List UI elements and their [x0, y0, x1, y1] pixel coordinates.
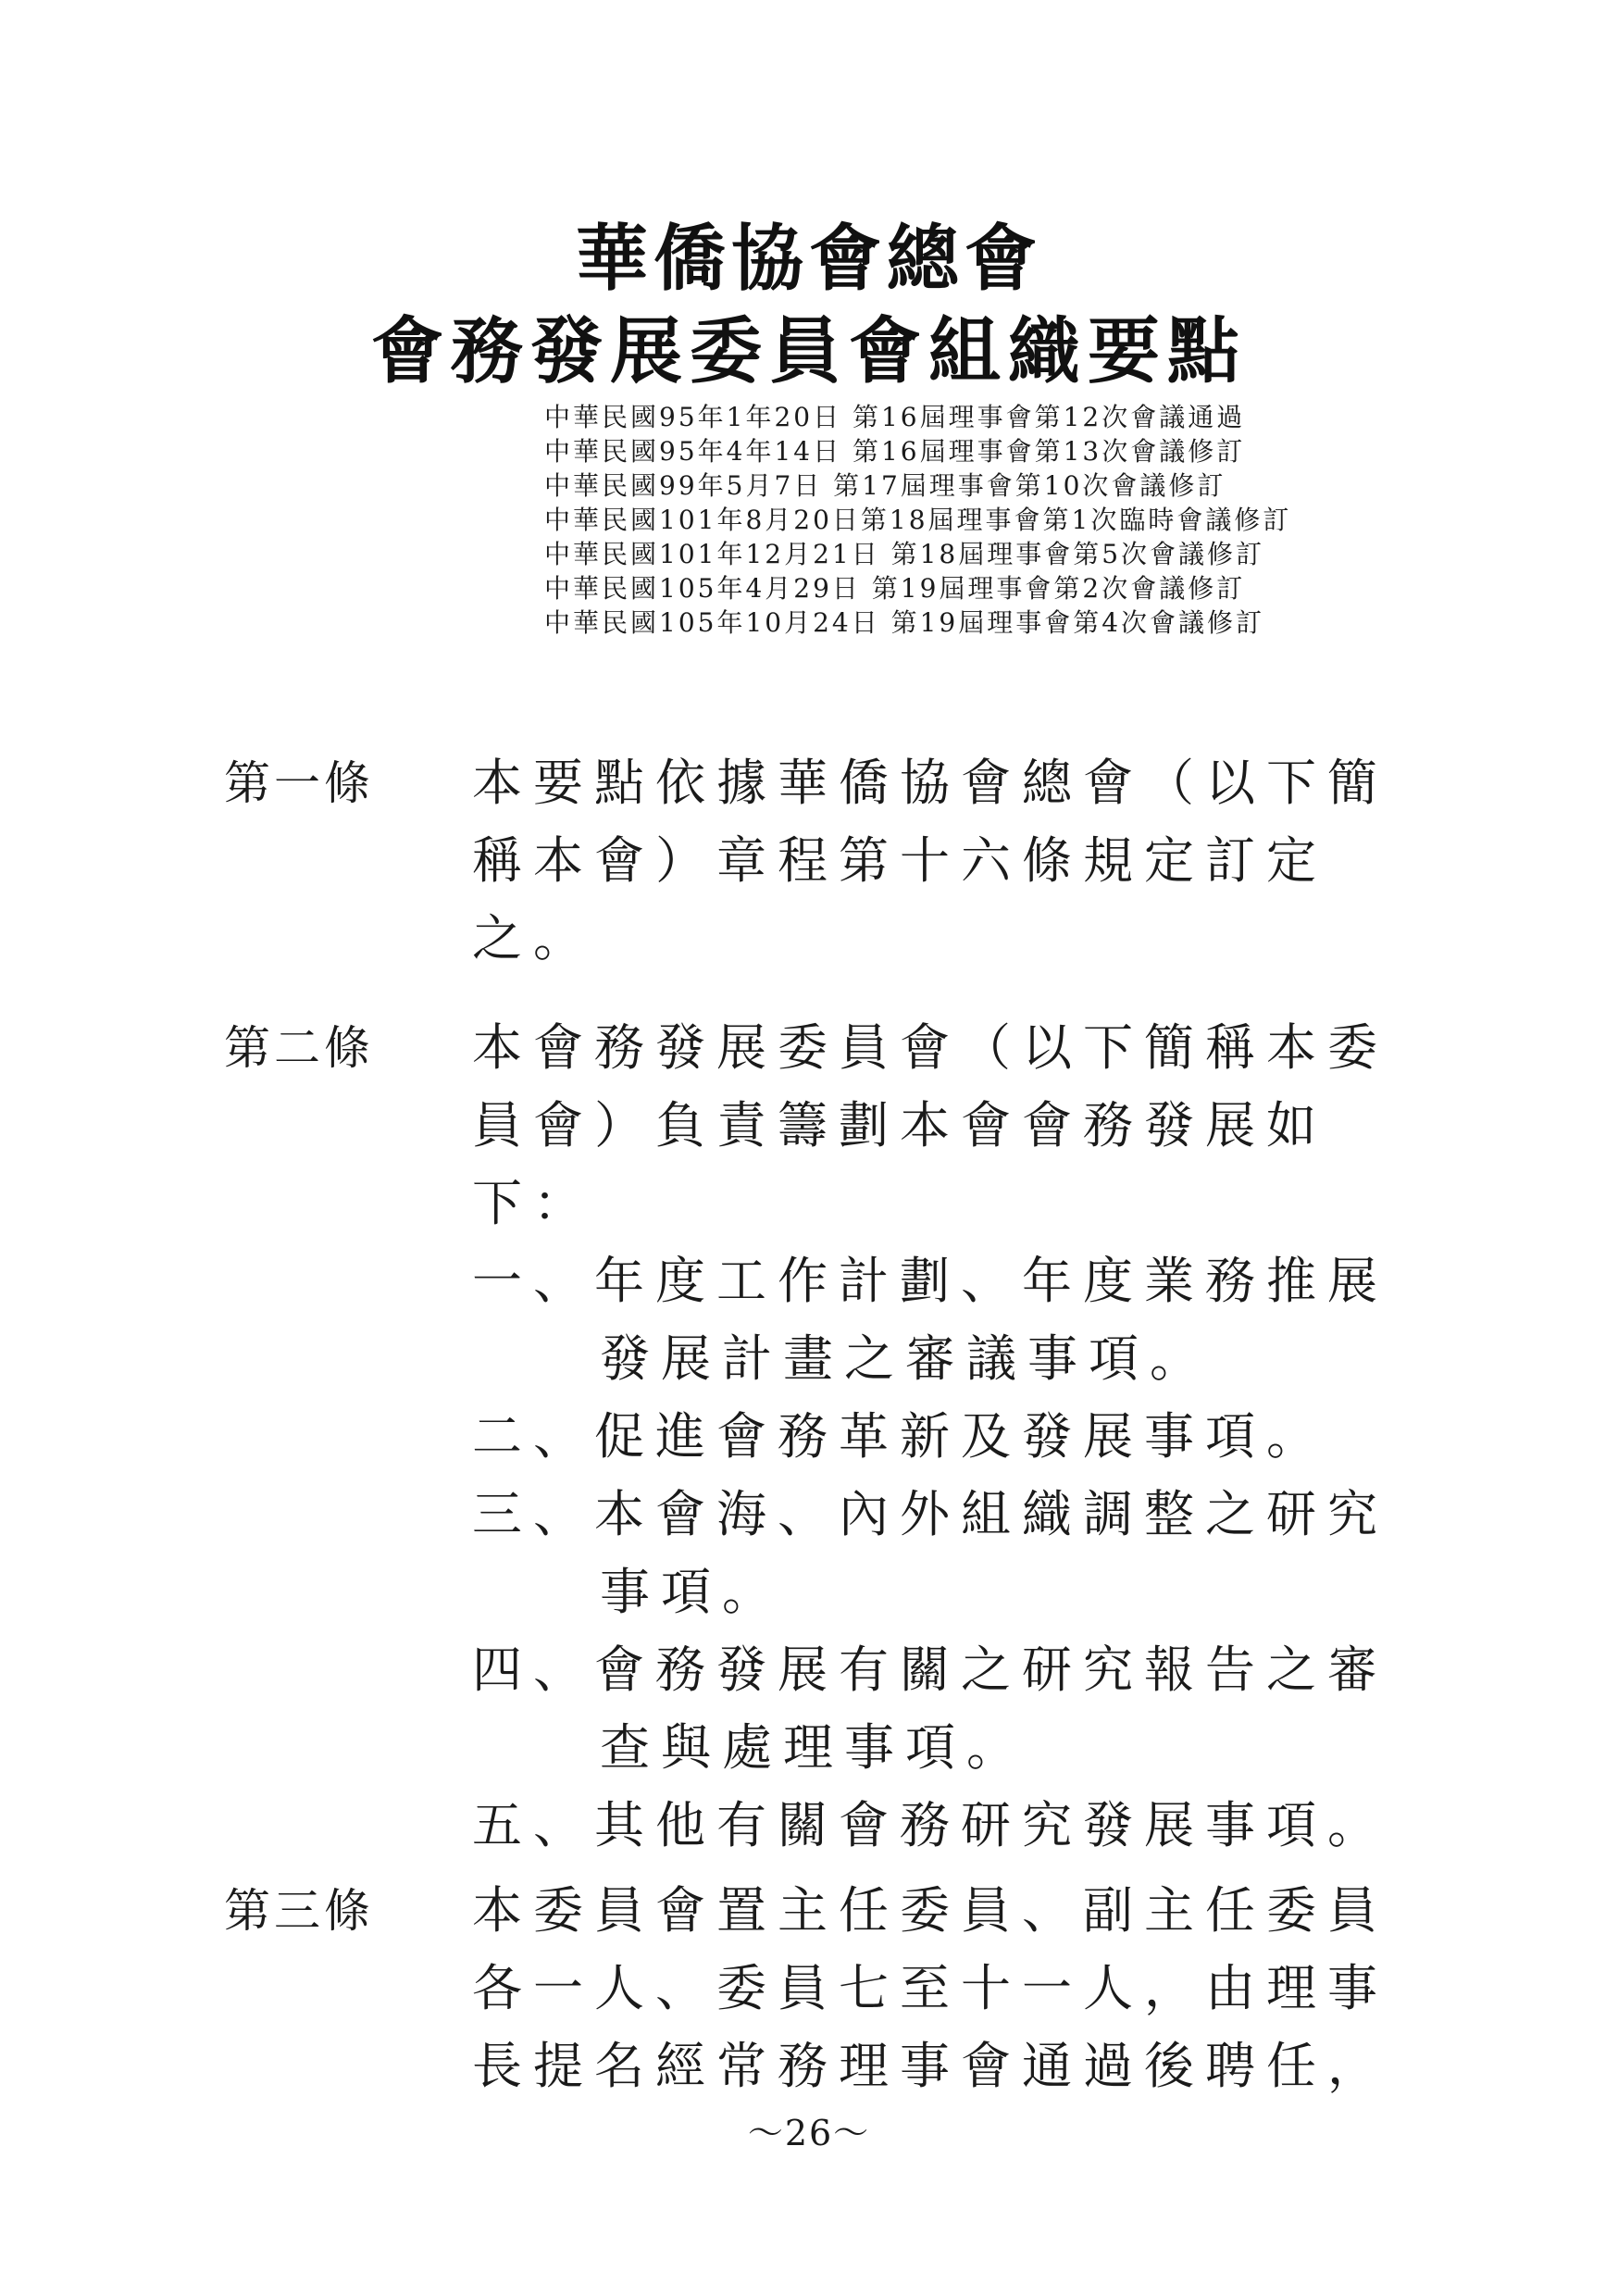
list-item: 三、本會海、內外組織調整之研究	[472, 1485, 1388, 1543]
history-line: 中華民國99年5月7日 第17屆理事會第10次會議修訂	[544, 470, 1226, 501]
list-item-continuation: 事項。	[600, 1563, 783, 1621]
article-line: 稱本會）章程第十六條規定訂定	[472, 831, 1327, 890]
article-line: 下：	[472, 1174, 594, 1232]
history-line: 中華民國101年8月20日第18屆理事會第1次臨時會議修訂	[544, 505, 1292, 535]
list-item: 一、年度工作計劃、年度業務推展	[472, 1252, 1388, 1310]
list-item: 四、會務發展有關之研究報告之審	[472, 1641, 1388, 1699]
article-line: 長提名經常務理事會通過後聘任，	[472, 2037, 1388, 2095]
article-line: 之。	[472, 909, 594, 967]
list-item-continuation: 查與處理事項。	[600, 1718, 1027, 1777]
document-title-line-1: 華僑協會總會	[575, 218, 1042, 301]
article-line: 各一人、委員七至十一人，由理事	[472, 1959, 1388, 2017]
article-body	[472, 744, 1420, 978]
page-number: ～26～	[747, 2113, 871, 2153]
amendment-history	[544, 400, 1396, 640]
list-item-continuation: 發展計畫之審議事項。	[600, 1329, 1211, 1388]
history-line: 中華民國95年1年20日 第16屆理事會第12次會議通過	[544, 402, 1246, 432]
history-line: 中華民國105年10月24日 第19屆理事會第4次會議修訂	[544, 607, 1265, 638]
history-line: 中華民國101年12月21日 第18屆理事會第5次會議修訂	[544, 539, 1265, 569]
list-item: 二、促進會務革新及發展事項。	[472, 1407, 1327, 1466]
list-item: 五、其他有關會務研究發展事項。	[472, 1796, 1388, 1854]
document-title-line-2: 會務發展委員會組織要點	[370, 310, 1247, 393]
article-line: 本委員會置主任委員、副主任委員	[472, 1881, 1388, 1940]
article-line: 本會務發展委員會（以下簡稱本委	[472, 1018, 1388, 1077]
article-line: 本要點依據華僑協會總會（以下簡	[472, 754, 1388, 812]
article-body	[472, 1872, 1420, 2105]
article-body	[472, 1009, 1420, 1865]
article-label: 第一條	[224, 756, 374, 810]
article-label: 第二條	[224, 1021, 374, 1075]
article-label: 第三條	[224, 1884, 374, 1938]
history-line: 中華民國105年4月29日 第19屆理事會第2次會議修訂	[544, 573, 1246, 604]
article-line: 員會）負責籌劃本會會務發展如	[472, 1096, 1327, 1154]
history-line: 中華民國95年4年14日 第16屆理事會第13次會議修訂	[544, 436, 1246, 467]
